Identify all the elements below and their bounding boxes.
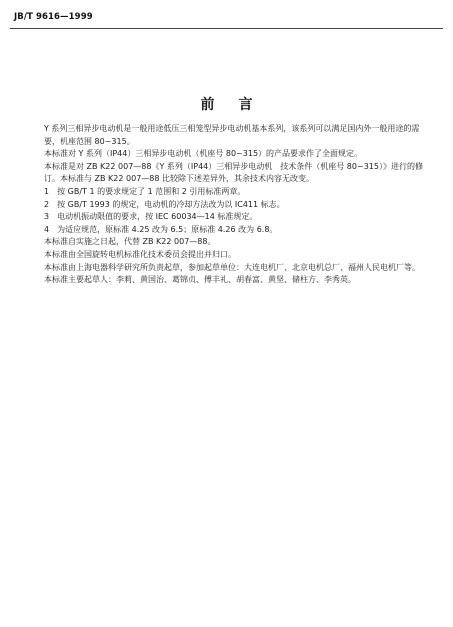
header-rule xyxy=(10,28,443,29)
foreword-body xyxy=(36,123,426,287)
paragraph-replaces: 本标准自实施之日起，代替 ZB K22 007—88。 xyxy=(44,237,216,247)
paragraph-drafting-units: 本标准由上海电器科学研究所负责起草，参加起草单位：大连电机厂、北京电机总厂、福州人民电机厂等。 xyxy=(44,262,420,272)
paragraph-drafters: 本标准主要起草人：李莉、黄国治、葛锦贞、傅丰礼、胡春富、黄坚、储柱方、李秀英。 xyxy=(44,275,356,285)
list-item-2: 2 按 GB/T 1993 的规定，电动机的冷却方法改为以 IC411 标志。 xyxy=(44,199,285,209)
standard-number: JB/T 9616—1999 xyxy=(14,12,93,22)
paragraph-proposer: 本标准由全国旋转电机标准化技术委员会提出并归口。 xyxy=(44,249,236,259)
paragraph-series-intro: Y 系列三相异步电动机是一般用途低压三相笼型异步电动机基本系列，该系列可以满足国内外一般用途的需要，机座范围 80~315。 xyxy=(44,124,420,146)
page-title: 前言 xyxy=(200,97,277,113)
list-item-1: 1 按 GB/T 1 的要求规定了 1 范围和 2 引用标准两章。 xyxy=(44,186,246,196)
paragraph-scope: 本标准对 Y 系列（IP44）三相异步电动机（机座号 80~315）的产品要求作了全面规定。 xyxy=(44,149,363,159)
list-item-4: 4 为适应规范，原标准 4.25 改为 6.5；原标准 4.26 改为 6.8。 xyxy=(44,224,278,234)
paragraph-revision: 本标准是对 ZB K22 007—88《Y 系列（IP44）三相异步电动机 技术条件（机座号 80~315）》进行的修订。本标准与 ZB K22 007—88 比较除下述差异外，其余技术内容无改变。 xyxy=(44,161,423,184)
list-item-3: 3 电动机振动限值的要求，按 IEC 60034—14 标准规定。 xyxy=(44,212,258,222)
